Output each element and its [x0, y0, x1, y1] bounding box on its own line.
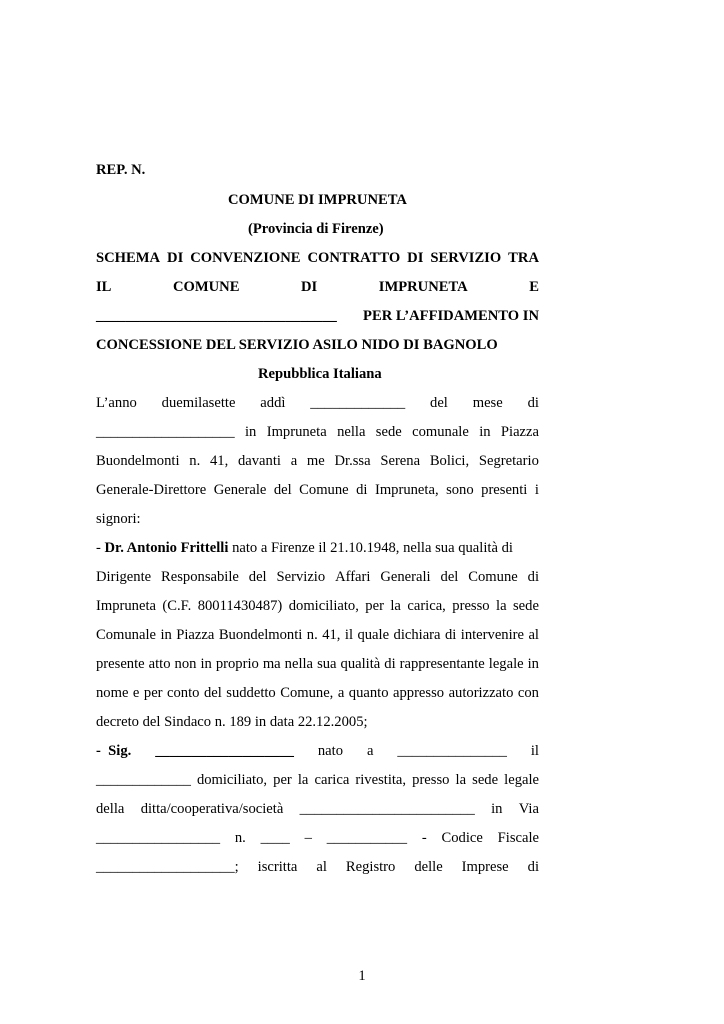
- word: quanto: [348, 685, 389, 701]
- para3-line-4: [96, 828, 539, 848]
- word: del: [430, 395, 448, 411]
- word: 41,: [209, 453, 229, 469]
- word: Comune: [468, 569, 518, 585]
- word: Comunale: [96, 627, 156, 643]
- rep-number: REP. N.: [96, 162, 146, 178]
- word: a: [337, 685, 345, 701]
- word: presso: [412, 772, 450, 788]
- word: qualità: [340, 656, 381, 672]
- word: Servizio: [276, 569, 326, 585]
- word: per: [143, 685, 163, 701]
- word: in: [200, 656, 212, 672]
- word: sede: [513, 598, 539, 614]
- word: ___________________: [96, 424, 235, 440]
- word: domiciliato,: [288, 598, 359, 614]
- title-line-2: [96, 277, 539, 297]
- word: della: [96, 801, 125, 817]
- title-line-4: CONCESSIONE DEL SERVIZIO ASILO NIDO DI BAGNOLO: [96, 337, 498, 353]
- word: in: [479, 424, 491, 440]
- word: al: [528, 627, 539, 643]
- word: non: [174, 656, 197, 672]
- para3-line-5: [96, 857, 539, 877]
- word: COMUNE: [172, 279, 240, 295]
- word: Affari: [335, 569, 371, 585]
- para1-line-2: [96, 422, 539, 442]
- word: TRA: [508, 250, 539, 266]
- word: per: [365, 598, 384, 614]
- word: Segretario: [478, 453, 539, 469]
- word: in: [160, 627, 172, 643]
- para1-line-5: signori:: [96, 511, 141, 527]
- word: Generali: [380, 569, 431, 585]
- word: SERVIZIO: [430, 250, 502, 266]
- word: e: [132, 685, 140, 701]
- word: del: [203, 685, 222, 701]
- para2-line-7: decreto del Sindaco n. 189 in data 22.12.2005;: [96, 714, 368, 730]
- word: Comune,: [280, 685, 334, 701]
- dirigente-name: Dr. Antonio Frittelli: [104, 540, 229, 556]
- word: in: [491, 801, 503, 817]
- word: –: [304, 830, 312, 846]
- word: SCHEMA: [96, 250, 161, 266]
- para2-line-4: [96, 625, 539, 645]
- word: Piazza: [176, 627, 215, 643]
- word: Dirigente: [96, 569, 152, 585]
- word: la: [297, 772, 309, 788]
- title-line-3: [96, 306, 539, 326]
- word: di: [384, 656, 396, 672]
- word: di: [356, 482, 368, 498]
- word: delle: [414, 859, 443, 875]
- word: CONTRATTO: [307, 250, 401, 266]
- word: -: [421, 830, 427, 846]
- word: conto: [167, 685, 200, 701]
- page-number: 1: [358, 968, 366, 984]
- word: _________________: [96, 830, 221, 846]
- word: Via: [518, 801, 539, 817]
- word: duemilasette: [161, 395, 236, 411]
- word: comunale: [412, 424, 469, 440]
- para2-dash: -: [96, 540, 105, 556]
- word: ____: [260, 830, 290, 846]
- word: autorizzato: [448, 685, 514, 701]
- word: Fiscale: [497, 830, 539, 846]
- para1-line-3: [96, 451, 539, 471]
- word: Generale: [213, 482, 267, 498]
- word: nato: [317, 743, 343, 759]
- word: rappresentante: [399, 656, 485, 672]
- word: Buondelmonti: [218, 627, 303, 643]
- word: Bolici,: [429, 453, 470, 469]
- word: il: [530, 743, 539, 759]
- word: la: [390, 598, 401, 614]
- word: IMPRUNETA: [378, 279, 468, 295]
- word: Piazza: [500, 424, 539, 440]
- word: CONVENZIONE: [190, 250, 301, 266]
- word: - Sig.: [96, 743, 132, 759]
- word: presenti: [481, 482, 528, 498]
- word: i: [534, 482, 539, 498]
- word: proprio: [215, 656, 259, 672]
- word: sede: [472, 772, 499, 788]
- para2-line-6: [96, 683, 539, 703]
- word: Imprese: [461, 859, 509, 875]
- word: di: [527, 569, 539, 585]
- word: davanti: [237, 453, 281, 469]
- word: _______________: [397, 743, 507, 759]
- word: ditta/cooperativa/società: [140, 801, 284, 817]
- word: 80011430487): [197, 598, 283, 614]
- contractor-blank: _________________________________: [96, 308, 337, 324]
- word: carica: [314, 772, 350, 788]
- word: legale: [504, 772, 539, 788]
- word: con: [517, 685, 539, 701]
- para2-line-3: [96, 596, 539, 616]
- word: in: [245, 424, 257, 440]
- para2-line-1: [96, 538, 539, 558]
- word: ___________: [326, 830, 407, 846]
- word: sede: [375, 424, 402, 440]
- word: Responsabile: [161, 569, 239, 585]
- word: nome: [96, 685, 129, 701]
- para3-line-1: [96, 741, 539, 761]
- word: per: [273, 772, 292, 788]
- word: la: [455, 772, 467, 788]
- word: di: [444, 627, 457, 643]
- word: del: [248, 569, 267, 585]
- word: Comune: [299, 482, 349, 498]
- para1-line-4: [96, 480, 539, 500]
- para2-line-2: [96, 567, 539, 587]
- word: DI: [167, 250, 184, 266]
- word: di: [527, 859, 539, 875]
- word: appresso: [393, 685, 445, 701]
- word: atto: [148, 656, 171, 672]
- word: (C.F.: [162, 598, 192, 614]
- word: la: [496, 598, 507, 614]
- word: presente: [96, 656, 145, 672]
- word: ___________________;: [96, 859, 239, 875]
- word: a: [290, 453, 298, 469]
- word: legale: [488, 656, 524, 672]
- provincia-heading: (Provincia di Firenze): [248, 221, 384, 237]
- word: dichiara: [393, 627, 441, 643]
- word: ma: [262, 656, 281, 672]
- word: al: [316, 859, 327, 875]
- para3-line-2: [96, 770, 539, 790]
- word: Impruneta: [266, 424, 327, 440]
- word: DI: [301, 279, 318, 295]
- word: me: [306, 453, 325, 469]
- word: del: [440, 569, 459, 585]
- word: domiciliato,: [196, 772, 268, 788]
- word: E: [529, 279, 539, 295]
- word: 41,: [322, 627, 341, 643]
- word: rivestita,: [355, 772, 407, 788]
- word: DI: [407, 250, 424, 266]
- word: intervenire: [460, 627, 524, 643]
- word: Registro: [345, 859, 396, 875]
- word: del: [273, 482, 292, 498]
- word: il: [344, 627, 353, 643]
- word: ________________________: [299, 801, 475, 817]
- word: Generale-Direttore: [96, 482, 207, 498]
- comune-heading: COMUNE DI IMPRUNETA: [228, 192, 407, 208]
- para1-line-1: [96, 393, 539, 413]
- word: suddetto: [226, 685, 276, 701]
- word: n.: [234, 830, 246, 846]
- word: n.: [189, 453, 201, 469]
- word: Impruneta: [96, 598, 156, 614]
- word: mese: [472, 395, 503, 411]
- word: nella: [337, 424, 366, 440]
- word: quale: [357, 627, 390, 643]
- word: n.: [306, 627, 318, 643]
- word: carica,: [407, 598, 446, 614]
- title-line-3-text: PER L’AFFIDAMENTO IN: [363, 308, 539, 324]
- word: _____________: [96, 772, 191, 788]
- word: ___________________: [155, 743, 294, 759]
- word: Codice: [441, 830, 483, 846]
- word: _____________: [310, 395, 406, 411]
- word: nella: [284, 656, 314, 672]
- word: presso: [452, 598, 490, 614]
- word: IL: [96, 279, 112, 295]
- word: Impruneta,: [374, 482, 439, 498]
- word: L’anno: [96, 395, 137, 411]
- word: sono: [446, 482, 474, 498]
- word: sua: [317, 656, 337, 672]
- para2-line-1-rest: nato a Firenze il 21.10.1948, nella sua qualità di: [228, 540, 513, 556]
- title-line-1: [96, 248, 539, 268]
- word: a: [366, 743, 374, 759]
- repubblica-heading: Repubblica Italiana: [258, 366, 382, 382]
- word: Serena: [380, 453, 421, 469]
- word: Buondelmonti: [96, 453, 180, 469]
- para3-line-3: [96, 799, 539, 819]
- para2-line-5: [96, 654, 539, 674]
- word: in: [527, 656, 539, 672]
- word: iscritta: [257, 859, 298, 875]
- word: di: [527, 395, 539, 411]
- word: addì: [260, 395, 286, 411]
- word: Dr.ssa: [334, 453, 371, 469]
